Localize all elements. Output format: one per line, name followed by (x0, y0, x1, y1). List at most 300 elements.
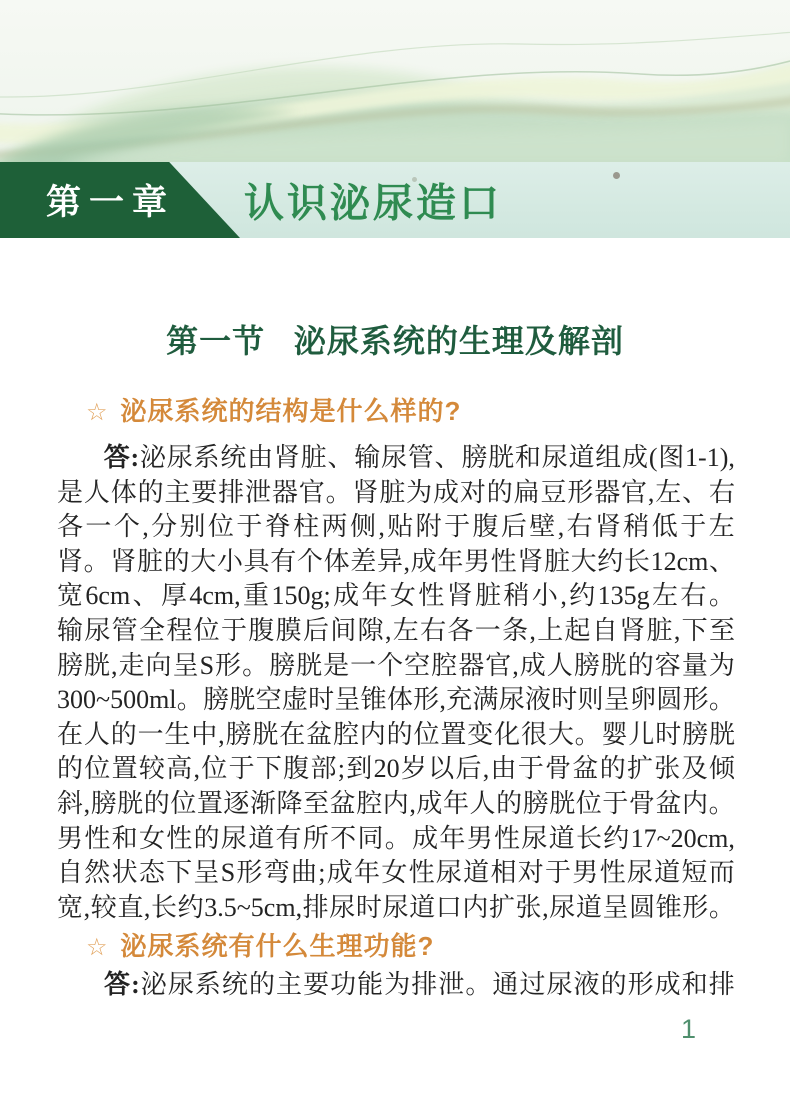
text-token: 间 (330, 615, 357, 645)
text-token: 大 (190, 546, 217, 576)
text-token: 脏 (543, 546, 570, 576)
text-token: 的 (386, 719, 413, 749)
text-token: 膀 (90, 788, 117, 818)
text-token: 后 (302, 615, 329, 645)
text-token: : (130, 443, 140, 472)
text-token: 、 (682, 477, 709, 507)
text-token: 尿 (329, 892, 356, 922)
text-token: 个 (377, 650, 404, 680)
text-token: 状 (111, 858, 138, 888)
text-token: 肾 (57, 546, 84, 576)
text-token: 向 (145, 650, 172, 680)
text-token: : (131, 970, 140, 999)
text-token: 肾 (594, 512, 621, 542)
text-token: 呈 (193, 858, 220, 888)
text-token: 骨 (545, 754, 572, 784)
text-token: 年 (439, 823, 466, 853)
question-text: 泌尿系统的结构是什么样的? (120, 396, 462, 426)
text-token: 答 (104, 970, 131, 999)
text-token: 、 (327, 443, 354, 472)
text-token: 、 (434, 443, 461, 472)
text-token: 脏 (300, 443, 327, 472)
text-token: 扩 (488, 892, 515, 922)
text-token: 量 (681, 650, 708, 680)
text-token: 骨 (628, 788, 655, 818)
text-token: 脏 (475, 581, 502, 611)
text-token: 。 (83, 546, 110, 576)
text-token: 时 (551, 685, 578, 715)
text-token: 男 (57, 823, 84, 853)
text-token: 男 (463, 546, 490, 576)
text-token: 化 (494, 719, 521, 749)
text-token: 态 (138, 858, 165, 888)
text-token: 泄 (438, 970, 465, 999)
text-token: 斜 (57, 788, 84, 818)
text-token: 300~500ml (57, 685, 177, 715)
text-token: 尿 (84, 615, 111, 645)
text-token: 降 (276, 788, 303, 818)
text-token: 厚 (160, 581, 187, 611)
text-token: 所 (302, 823, 329, 853)
text-token: 主 (276, 970, 303, 999)
text-token: 满 (472, 685, 499, 715)
text-token: ; (318, 858, 326, 888)
chapter-banner (0, 162, 790, 238)
text-token: 呈 (602, 892, 629, 922)
text-token: 泌 (139, 443, 166, 472)
text-token: 长 (575, 823, 602, 853)
text-token: , (673, 615, 681, 645)
text-token: , (439, 685, 446, 715)
text-token: 管 (407, 443, 434, 472)
text-token: 有 (275, 823, 302, 853)
text-token: 。 (574, 719, 601, 749)
text-token: , (218, 719, 225, 749)
text-token: 道 (548, 823, 575, 853)
text-token: 腔 (332, 719, 359, 749)
text-token: 呈 (172, 650, 199, 680)
text-token: 走 (118, 650, 145, 680)
text-token: 长 (623, 546, 650, 576)
text-token: 体 (386, 685, 413, 715)
text-token: 于 (680, 512, 707, 542)
text-token: 、 (708, 546, 735, 576)
text-token: 很 (520, 719, 547, 749)
text-token: 道 (409, 892, 436, 922)
text-token: 腔 (431, 650, 458, 680)
text-token: , (83, 892, 91, 922)
text-token: , (557, 512, 565, 542)
text-token: 排 (302, 892, 329, 922)
text-token: 性 (84, 823, 111, 853)
text-token: 卵 (630, 685, 657, 715)
text-token: 部 (310, 754, 337, 784)
text-token: 为 (708, 650, 735, 680)
text-token: 系 (194, 970, 221, 999)
text-token: 较 (138, 754, 165, 784)
text-line (57, 683, 735, 718)
text-token: 个 (296, 546, 323, 576)
text-token: 图 (658, 443, 685, 472)
text-token: , (142, 512, 149, 542)
text-token: 重 (243, 581, 270, 611)
text-token: 150g; (271, 581, 331, 611)
text-token: 肾 (517, 546, 544, 576)
text-token: 排 (708, 970, 735, 999)
text-token: 肾 (446, 581, 473, 611)
text-token: 和 (514, 443, 541, 472)
text-token: 通 (492, 970, 519, 999)
answer-paragraph (57, 441, 735, 925)
text-token: 12cm (650, 546, 709, 576)
text-token: 同 (357, 823, 384, 853)
text-token: 人 (83, 719, 110, 749)
text-token: 虚 (281, 685, 308, 715)
text-token: 是 (57, 477, 84, 507)
text-line (57, 718, 735, 753)
text-token: 个 (113, 512, 140, 542)
text-token: 盆 (572, 754, 599, 784)
scan-speck (613, 172, 620, 179)
text-token: 尿 (382, 892, 409, 922)
text-token: 各 (57, 512, 84, 542)
text-token: 然 (84, 858, 111, 888)
text-token: 尿 (626, 858, 653, 888)
scan-speck (412, 177, 417, 182)
star-icon: ☆ (86, 399, 108, 426)
text-token: 壁 (529, 512, 556, 542)
text-token: 右 (680, 581, 707, 611)
text-token: 的 (599, 754, 626, 784)
text-token: 一 (350, 650, 377, 680)
text-token: 以 (428, 754, 455, 784)
text-token: 于 (545, 858, 572, 888)
text-token: 成 (622, 443, 649, 472)
text-token: , (111, 650, 118, 680)
text-token: 左 (655, 477, 682, 507)
text-token: 位 (207, 512, 234, 542)
text-token: 一 (137, 719, 164, 749)
text-token: 的 (163, 546, 190, 576)
text-token: 人 (469, 788, 496, 818)
text-line (57, 545, 735, 580)
text-line (57, 614, 735, 649)
text-token: 内 (382, 788, 409, 818)
text-token: 成 (410, 546, 437, 576)
page-number: 1 (681, 1014, 697, 1044)
text-token: 小 (531, 581, 558, 611)
text-token: , (512, 650, 519, 680)
text-line (57, 441, 735, 476)
text-token: 17~20cm, (630, 823, 735, 853)
text-token: 成 (416, 788, 443, 818)
text-token: 至 (708, 615, 735, 645)
text-token: 肾 (110, 546, 137, 576)
text-token: 稍 (503, 581, 530, 611)
text-token: 条 (502, 615, 529, 645)
text-token: 过 (519, 970, 546, 999)
header-wave-art (0, 0, 790, 163)
text-token: 要 (191, 477, 218, 507)
text-line (57, 856, 735, 891)
text-token: 形 (236, 858, 263, 888)
text-token: 右 (566, 512, 593, 542)
text-token: 右 (420, 615, 447, 645)
text-token: 时 (655, 719, 682, 749)
text-token: 腔 (356, 788, 383, 818)
text-token: 在 (279, 719, 306, 749)
text-token: 自 (591, 615, 618, 645)
star-icon: ☆ (86, 934, 108, 961)
text-token: 形 (413, 685, 440, 715)
text-token: 曲 (290, 858, 317, 888)
text-token: 能 (357, 970, 384, 999)
text-token: 盆 (329, 788, 356, 818)
text-token: 官 (298, 477, 325, 507)
text-token: 倾 (708, 754, 735, 784)
text-token: 成 (326, 858, 353, 888)
text-token: 女 (381, 858, 408, 888)
text-token: 位 (193, 615, 220, 645)
text-token: 成 (519, 650, 546, 680)
text-token: 135g (597, 581, 650, 611)
text-line (57, 787, 735, 822)
text-token: 侧 (349, 512, 376, 542)
text-token: 内 (359, 719, 386, 749)
text-token: 要 (303, 970, 330, 999)
text-token: 岁 (400, 754, 427, 784)
text-token: 内 (462, 892, 489, 922)
text-token: 成 (333, 581, 360, 611)
text-token: 于 (220, 615, 247, 645)
text-token: 置 (111, 754, 138, 784)
text-token: 位 (170, 788, 197, 818)
text-token: 女 (138, 823, 165, 853)
text-token: 、 (132, 581, 159, 611)
text-token: 性 (494, 823, 521, 853)
text-token: 系 (193, 443, 220, 472)
section-name: 泌尿系统的生理及解剖 (293, 323, 624, 359)
text-token: 后 (500, 512, 527, 542)
text-token: 胱 (252, 719, 279, 749)
text-token: 低 (651, 512, 678, 542)
text-token: 由 (490, 754, 517, 784)
text-token: , (193, 754, 200, 784)
text-token: 脏 (646, 615, 673, 645)
text-line (57, 968, 735, 1003)
text-token: 胱 (296, 650, 323, 680)
text-token: 位 (84, 754, 111, 784)
text-token: 尿 (167, 970, 194, 999)
text-token: 异 (376, 546, 403, 576)
text-token: 统 (220, 443, 247, 472)
text-token: 右 (708, 477, 735, 507)
text-token: 膀 (269, 650, 296, 680)
text-token: 尿 (435, 858, 462, 888)
text-token: 到 (346, 754, 373, 784)
text-token: 男 (572, 858, 599, 888)
text-token: 男 (466, 823, 493, 853)
text-token: 脏 (136, 546, 163, 576)
text-line (57, 510, 735, 545)
text-token: 后 (455, 754, 482, 784)
text-token: 尿 (498, 685, 525, 715)
text-token: 尿 (546, 970, 573, 999)
text-token: , (482, 754, 490, 784)
text-token: 下 (166, 858, 193, 888)
text-token: 膀 (57, 650, 84, 680)
text-token: 直 (117, 892, 144, 922)
text-token: 的 (193, 823, 220, 853)
text-token: S (199, 650, 215, 680)
question-heading (86, 926, 434, 963)
text-token: 1-1), (685, 443, 735, 472)
text-token: 柱 (293, 512, 320, 542)
text-token: 。 (242, 650, 269, 680)
text-token: 体 (110, 477, 137, 507)
text-token: 腹 (283, 754, 310, 784)
text-token: 胱 (549, 788, 576, 818)
text-token: 尿 (381, 443, 408, 472)
text-token: 道 (568, 443, 595, 472)
text-token: 膀 (522, 788, 549, 818)
text-token: 器 (458, 650, 485, 680)
text-token: 一 (474, 615, 501, 645)
text-token: 性 (166, 823, 193, 853)
text-token: 形 (682, 892, 709, 922)
text-token: 空 (255, 685, 282, 715)
text-token: 对 (517, 858, 544, 888)
text-token: 口 (435, 892, 462, 922)
text-token: 形 (567, 477, 594, 507)
text-token: 。 (708, 581, 735, 611)
text-token: , (378, 512, 385, 542)
text-token: 左 (392, 615, 419, 645)
text-token: 尿 (521, 823, 548, 853)
text-token: 分 (151, 512, 178, 542)
text-token: 器 (271, 477, 298, 507)
text-token: 主 (164, 477, 191, 507)
text-token: 自 (57, 858, 84, 888)
text-token: 膀 (225, 719, 252, 749)
text-token: 尿 (166, 443, 193, 472)
text-token: 组 (595, 443, 622, 472)
text-token: 泄 (245, 477, 272, 507)
text-token: , (542, 892, 549, 922)
answer-paragraph (57, 968, 735, 1003)
text-token: 脊 (264, 512, 291, 542)
text-token: 而 (708, 858, 735, 888)
text-token: 和 (111, 823, 138, 853)
text-token: 。 (176, 685, 203, 715)
text-token: 张 (515, 892, 542, 922)
text-token: 性 (418, 581, 445, 611)
text-token: 时 (308, 685, 335, 715)
text-token: 别 (179, 512, 206, 542)
text-token: 性 (490, 546, 517, 576)
text-token: 腹 (472, 512, 499, 542)
text-token: 道 (248, 823, 275, 853)
text-token: 中 (191, 719, 218, 749)
text-token: 的 (600, 970, 627, 999)
text-token: 在 (57, 719, 84, 749)
text-token: 圆 (656, 685, 683, 715)
text-token: 性 (408, 858, 435, 888)
text-token: 张 (654, 754, 681, 784)
text-token: 20 (373, 754, 400, 784)
text-token: 呈 (334, 685, 361, 715)
text-token: 扩 (627, 754, 654, 784)
text-line (57, 476, 735, 511)
text-token: 女 (389, 581, 416, 611)
text-token: 膀 (682, 719, 709, 749)
text-token: 肾 (619, 615, 646, 645)
text-token: 空 (404, 650, 431, 680)
text-token: 圆 (629, 892, 656, 922)
text-token: 则 (577, 685, 604, 715)
text-token: 形 (215, 650, 242, 680)
text-token: 约 (603, 823, 630, 853)
text-token: 贴 (387, 512, 414, 542)
text-token: 及 (681, 754, 708, 784)
text-token: 成 (654, 970, 681, 999)
text-token: 的 (248, 970, 275, 999)
text-token: 排 (218, 477, 245, 507)
text-token: 有 (270, 546, 297, 576)
text-token: 成 (433, 477, 460, 507)
text-token: 锥 (655, 892, 682, 922)
text-token: 。 (325, 477, 352, 507)
text-token: 于 (602, 788, 629, 818)
text-token: 位 (201, 754, 228, 784)
text-token: 胱 (600, 650, 627, 680)
text-token: , (647, 477, 655, 507)
text-token: 呈 (603, 685, 630, 715)
text-token: 程 (166, 615, 193, 645)
text-token: 器 (594, 477, 621, 507)
text-token: 尿 (541, 443, 568, 472)
text-token: 性 (599, 858, 626, 888)
text-token: 下 (255, 754, 282, 784)
text-token: 具 (243, 546, 270, 576)
text-token: 形 (627, 970, 654, 999)
text-token: 。 (465, 970, 492, 999)
text-token: 位 (575, 788, 602, 818)
text-token: 膜 (275, 615, 302, 645)
text-token: 和 (681, 970, 708, 999)
chapter-title: 认识泌尿造口 (244, 181, 502, 226)
text-line (57, 579, 735, 614)
text-token: 的 (143, 788, 170, 818)
text-token: 统 (221, 970, 248, 999)
text-token: 于 (228, 754, 255, 784)
text-line (57, 891, 735, 926)
text-token: 排 (411, 970, 438, 999)
text-token: 胱 (488, 443, 515, 472)
text-token: 年 (361, 581, 388, 611)
text-token: 约 (597, 546, 624, 576)
text-token: 左 (708, 512, 735, 542)
text-token: 3.5~5cm, (204, 892, 303, 922)
text-token: 全 (138, 615, 165, 645)
text-token: 的 (496, 788, 523, 818)
text-token: 盆 (655, 788, 682, 818)
text-token: 膀 (203, 685, 230, 715)
text-token: 大 (547, 719, 574, 749)
text-token: 道 (463, 858, 490, 888)
text-token: 是 (323, 650, 350, 680)
text-token: 管 (111, 615, 138, 645)
